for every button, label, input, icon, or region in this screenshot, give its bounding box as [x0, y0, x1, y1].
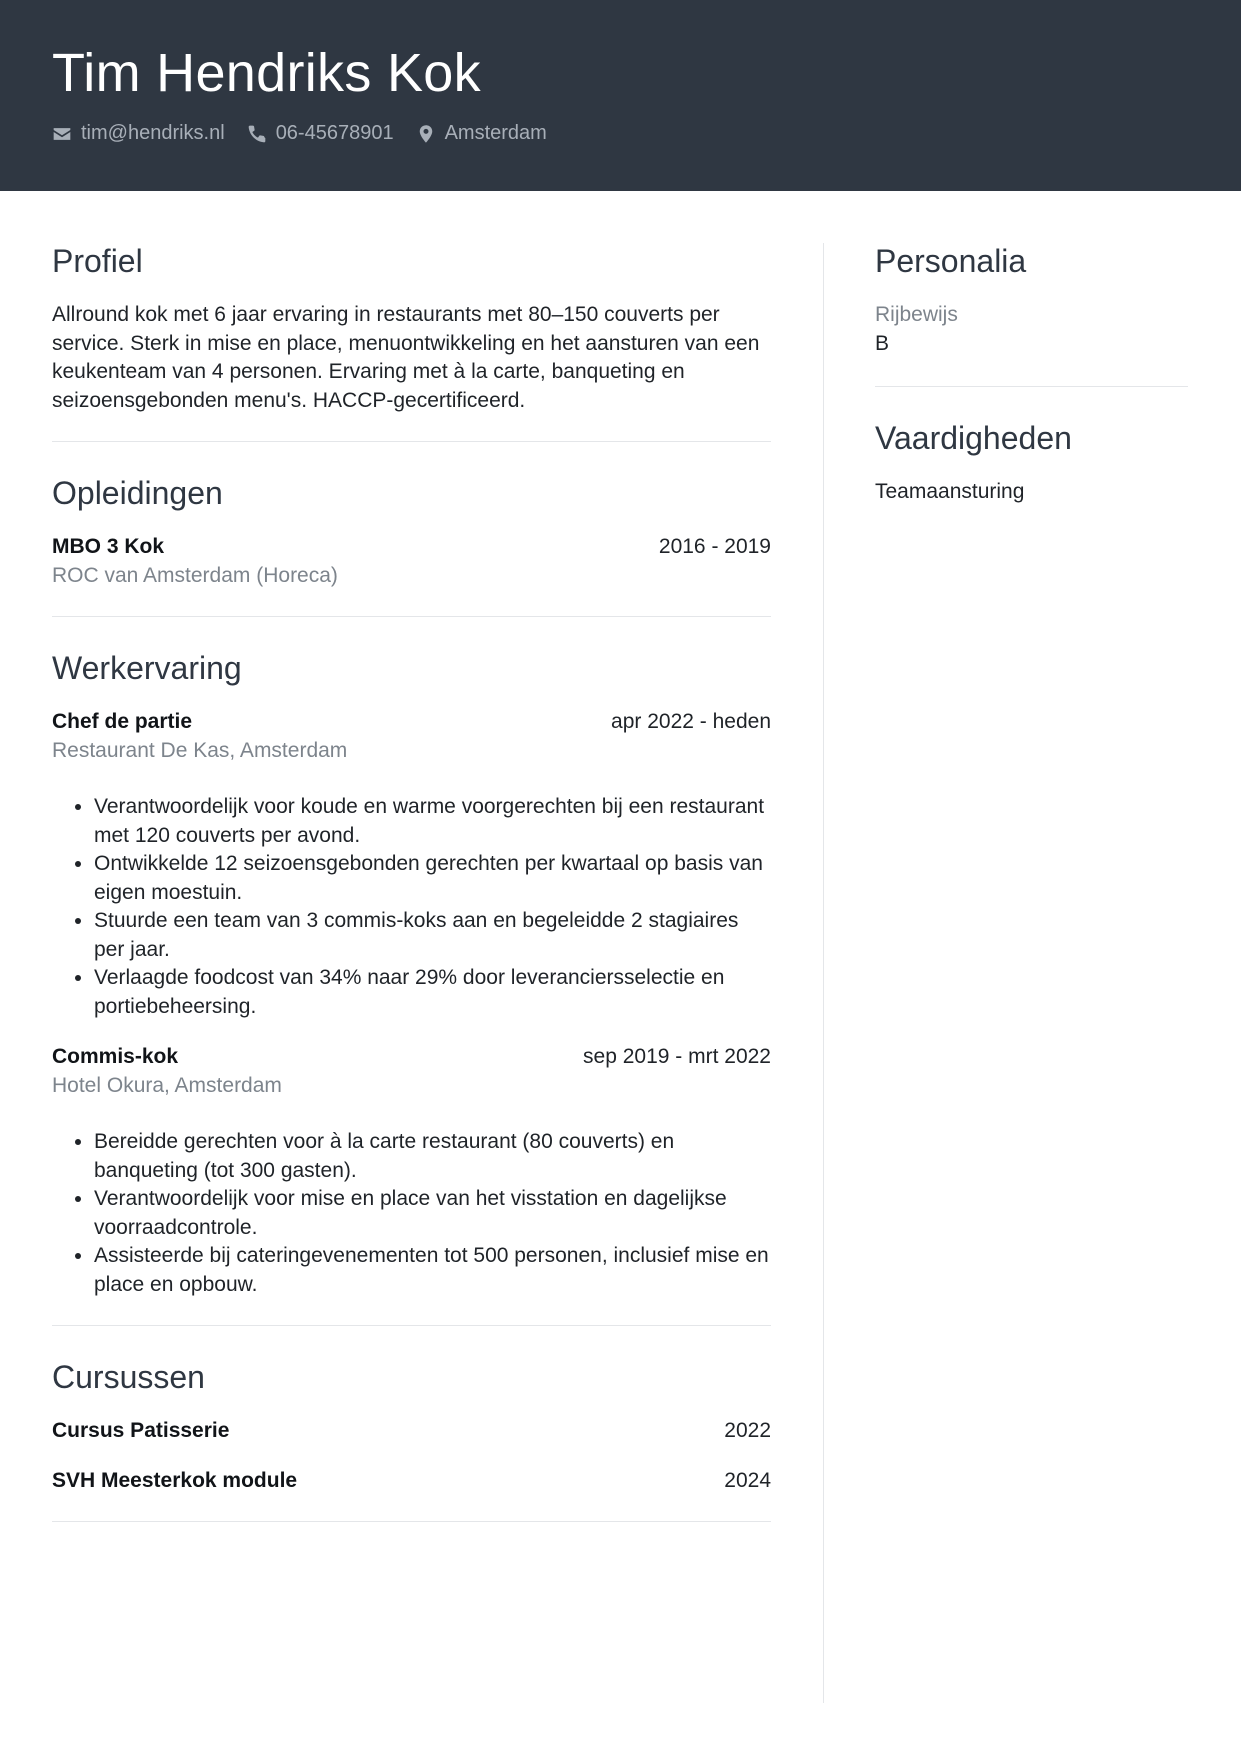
city-text: Amsterdam — [444, 122, 547, 144]
job-title: Commis-kok — [52, 1045, 179, 1068]
section-title-skills: Vaardigheden — [875, 420, 1072, 456]
profile-section — [52, 243, 771, 442]
education-entry — [52, 533, 771, 590]
skill-item: Teamaansturing — [875, 480, 1025, 503]
experience-entry — [52, 708, 771, 1021]
job-company: Hotel Okura, Amsterdam — [52, 1073, 282, 1097]
job-company: Restaurant De Kas, Amsterdam — [52, 738, 348, 762]
section-title-personal: Personalia — [875, 243, 1027, 279]
education-title: MBO 3 Kok — [52, 535, 165, 558]
email-text: tim@hendriks.nl — [81, 122, 225, 144]
experience-section — [52, 650, 771, 1326]
main-column — [52, 243, 771, 1555]
candidate-name: Tim Hendriks Kok — [52, 43, 481, 103]
phone-icon — [247, 124, 267, 144]
job-bullets — [52, 793, 771, 1021]
course-date: 2024 — [724, 1468, 771, 1492]
job-bullet: • Assisteerde bij cateringevenementen tot 500 personen, inclusief mise en place en opbouw. — [94, 1242, 771, 1299]
course-title: Cursus Patisserie — [52, 1419, 230, 1442]
job-bullet: • Stuurde een team van 3 commis-koks aan en begeleidde 2 stagiaires per jaar. — [94, 907, 771, 964]
course-date: 2022 — [724, 1419, 771, 1442]
contact-info — [52, 122, 569, 145]
section-title-profile: Profiel — [52, 243, 143, 279]
course-entry — [52, 1467, 771, 1496]
job-bullets — [52, 1128, 771, 1299]
phone-text: 06-45678901 — [275, 122, 394, 144]
contact-email — [52, 122, 225, 145]
contact-phone — [247, 122, 394, 145]
job-bullet: • Verantwoordelijk voor mise en place van het visstation en dagelijkse voorraadcontrole. — [94, 1185, 771, 1242]
job-date: sep 2019 - mrt 2022 — [583, 1045, 771, 1068]
job-bullet: • Verlaagde foodcost van 34% naar 29% door leveranciersselectie en portiebeheersing. — [94, 964, 771, 1021]
experience-entry — [52, 1043, 771, 1299]
side-column — [875, 243, 1188, 568]
education-section — [52, 475, 771, 617]
education-date: 2016 - 2019 — [658, 535, 771, 558]
courses-section — [52, 1359, 771, 1522]
envelope-icon — [52, 124, 72, 144]
contact-city — [416, 122, 547, 145]
skills-section — [875, 420, 1188, 535]
job-title: Chef de partie — [52, 710, 193, 733]
resume-header — [0, 0, 1241, 191]
job-bullet: • Bereidde gerechten voor à la carte restaurant (80 couverts) en banqueting (tot 300 gasten). — [94, 1128, 771, 1185]
job-bullet: • Ontwikkelde 12 seizoensgebonden gerechten per kwartaal op basis van eigen moestuin. — [94, 850, 771, 907]
license-label: Rijbewijs — [875, 303, 958, 326]
license-value: B — [875, 331, 890, 355]
section-title-courses: Cursussen — [52, 1359, 205, 1395]
education-school: ROC van Amsterdam (Horeca) — [52, 563, 338, 587]
job-bullet: • Verantwoordelijk voor koude en warme voorgerechten bij een restaurant met 120 couverts per avond. — [94, 793, 771, 850]
profile-text: Allround kok met 6 jaar ervaring in restaurants met 80–150 couverts per service. Sterk in mise en place, menuontwikkeling en het aansturen van een keukenteam van 4 personen. Ervaring met à la carte, banqueting en seizoensgebonden menu's. HACCP-gecertificeerd. — [52, 303, 760, 412]
course-entry — [52, 1417, 771, 1446]
column-divider — [823, 243, 824, 1703]
map-pin-icon — [416, 124, 436, 144]
course-title: SVH Meesterkok module — [52, 1468, 298, 1492]
section-title-education: Opleidingen — [52, 475, 223, 511]
section-title-experience: Werkervaring — [52, 650, 242, 686]
personal-section — [875, 243, 1188, 387]
job-date: apr 2022 - heden — [611, 710, 771, 733]
